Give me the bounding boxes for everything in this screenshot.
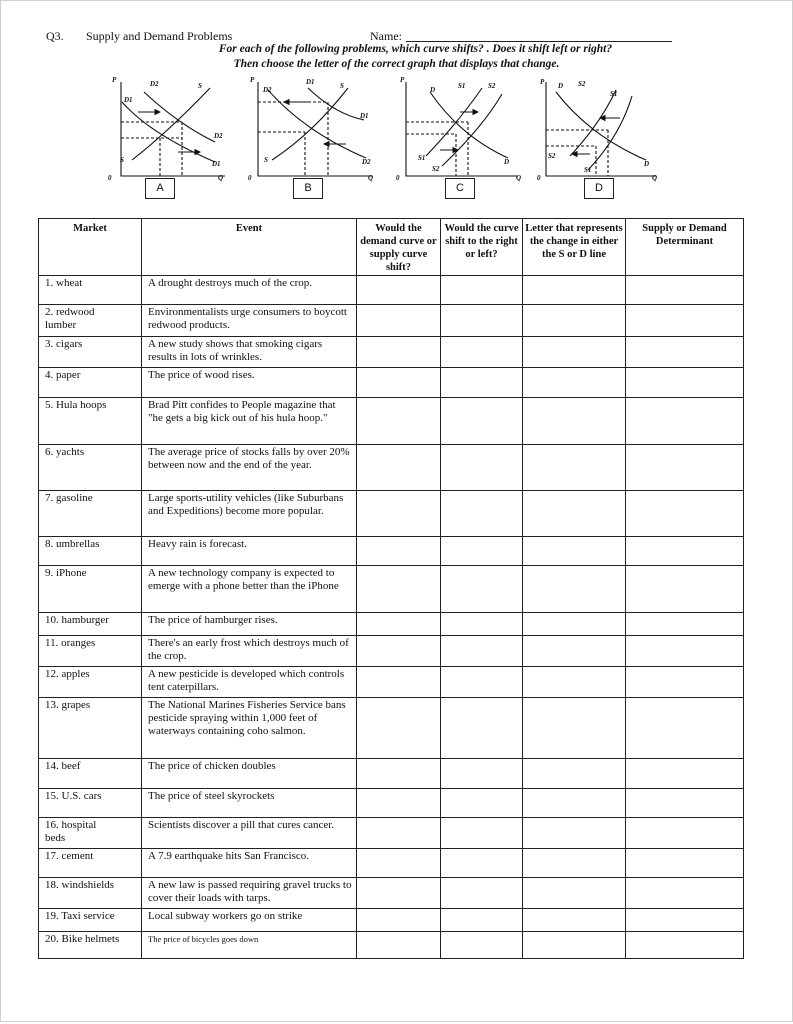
- graph-d-s1-top: S1: [610, 90, 618, 98]
- name-blank-line[interactable]: [406, 41, 672, 42]
- determinant-answer-cell[interactable]: [626, 636, 744, 667]
- letter-answer-cell[interactable]: [523, 337, 626, 368]
- table-row: [39, 276, 744, 305]
- letter-answer-cell[interactable]: [523, 537, 626, 566]
- table-row: [39, 789, 744, 818]
- header-determinant: Supply or Demand Determinant: [626, 219, 744, 276]
- letter-answer-cell[interactable]: [523, 566, 626, 613]
- determinant-answer-cell[interactable]: [626, 445, 744, 491]
- table-row: [39, 759, 744, 789]
- market-cell: 17. cement: [39, 849, 142, 878]
- table-body: [39, 276, 744, 959]
- event-cell: Scientists discover a pill that cures cancer.: [142, 818, 357, 849]
- graph-d-s2-top: S2: [578, 80, 586, 88]
- letter-answer-cell[interactable]: [523, 305, 626, 337]
- event-cell: The National Marines Fisheries Service bans pesticide spraying within 1,000 feet of waterways containing coho salmon.: [142, 698, 357, 759]
- event-cell: The price of chicken doubles: [142, 759, 357, 789]
- table-row: [39, 566, 744, 613]
- curve-answer-cell[interactable]: [357, 759, 441, 789]
- table-row: [39, 849, 744, 878]
- table-row: [39, 305, 744, 337]
- table-row: [39, 491, 744, 537]
- instruction-line-2: Then choose the letter of the correct graph that displays that change.: [233, 58, 560, 70]
- graph-c-d-top: D: [430, 86, 436, 94]
- determinant-answer-cell[interactable]: [626, 337, 744, 368]
- graph-b-s-bottom: S: [264, 156, 268, 164]
- determinant-answer-cell[interactable]: [626, 368, 744, 398]
- table-row: [39, 698, 744, 759]
- direction-answer-cell[interactable]: [441, 932, 523, 959]
- curve-answer-cell[interactable]: [357, 818, 441, 849]
- curve-answer-cell[interactable]: [357, 337, 441, 368]
- letter-answer-cell[interactable]: [523, 445, 626, 491]
- letter-answer-cell[interactable]: [523, 636, 626, 667]
- market-cell: 13. grapes: [39, 698, 142, 759]
- determinant-answer-cell[interactable]: [626, 818, 744, 849]
- market-cell: 5. Hula hoops: [39, 398, 142, 445]
- letter-answer-cell[interactable]: [523, 789, 626, 818]
- curve-answer-cell[interactable]: [357, 445, 441, 491]
- event-cell: The average price of stocks falls by over 20% between now and the end of the year.: [142, 445, 357, 491]
- direction-answer-cell[interactable]: [441, 398, 523, 445]
- graph-b-s: S: [340, 82, 344, 90]
- event-cell: A new study shows that smoking cigars results in lots of wrinkles.: [142, 337, 357, 368]
- graph-b: [258, 82, 372, 176]
- graph-b-p: P: [250, 76, 255, 84]
- event-cell: The price of steel skyrockets: [142, 789, 357, 818]
- event-cell: A new law is passed requiring gravel trucks to cover their loads with tarps.: [142, 878, 357, 909]
- market-cell: 8. umbrellas: [39, 537, 142, 566]
- graph-a-d1-top: D1: [124, 96, 133, 104]
- direction-answer-cell[interactable]: [441, 818, 523, 849]
- determinant-answer-cell[interactable]: [626, 759, 744, 789]
- curve-answer-cell[interactable]: [357, 305, 441, 337]
- determinant-answer-cell[interactable]: [626, 398, 744, 445]
- instruction-line-1: For each of the following problems, which curve shifts? . Does it shift left or right?: [218, 43, 613, 55]
- graph-c-s1: S1: [418, 154, 426, 162]
- graph-c-letter: C: [445, 178, 475, 199]
- graph-c-q: Q: [516, 174, 522, 182]
- determinant-answer-cell[interactable]: [626, 566, 744, 613]
- event-cell: Brad Pitt confides to People magazine that "he gets a big kick out of his hula hoop.": [142, 398, 357, 445]
- curve-answer-cell[interactable]: [357, 613, 441, 636]
- table-row: [39, 613, 744, 636]
- graph-c-origin: 0: [396, 174, 400, 182]
- determinant-answer-cell[interactable]: [626, 789, 744, 818]
- curve-answer-cell[interactable]: [357, 878, 441, 909]
- curve-answer-cell[interactable]: [357, 276, 441, 305]
- graph-b-d2: D2: [362, 158, 371, 166]
- event-cell: A new pesticide is developed which controls tent caterpillars.: [142, 667, 357, 698]
- graph-c-d: D: [504, 158, 510, 166]
- direction-answer-cell[interactable]: [441, 368, 523, 398]
- letter-answer-cell[interactable]: [523, 667, 626, 698]
- question-label: Q3.: [46, 29, 64, 43]
- graph-d-p: P: [540, 78, 545, 86]
- graph-b-letter: B: [293, 178, 323, 199]
- table-row: [39, 636, 744, 667]
- market-cell: 10. hamburger: [39, 613, 142, 636]
- direction-answer-cell[interactable]: [441, 698, 523, 759]
- event-cell: A drought destroys much of the crop.: [142, 276, 357, 305]
- letter-answer-cell[interactable]: [523, 491, 626, 537]
- market-cell: 12. apples: [39, 667, 142, 698]
- graph-a-p: P: [112, 76, 117, 84]
- curve-answer-cell[interactable]: [357, 698, 441, 759]
- curve-answer-cell[interactable]: [357, 368, 441, 398]
- market-cell: 16. hospital beds: [39, 818, 142, 849]
- letter-answer-cell[interactable]: [523, 932, 626, 959]
- letter-answer-cell[interactable]: [523, 909, 626, 932]
- header-market: Market: [39, 219, 142, 276]
- worksheet-title: Supply and Demand Problems: [86, 29, 233, 43]
- event-cell: There's an early frost which destroys much of the crop.: [142, 636, 357, 667]
- letter-answer-cell[interactable]: [523, 613, 626, 636]
- letter-answer-cell[interactable]: [523, 698, 626, 759]
- graph-a-s: S: [198, 82, 202, 90]
- name-label: Name:: [370, 29, 402, 43]
- header-graph-letter: Letter that represents the change in either the S or D line: [523, 219, 626, 276]
- graph-d-letter: D: [584, 178, 614, 199]
- market-cell: 9. iPhone: [39, 566, 142, 613]
- direction-answer-cell[interactable]: [441, 445, 523, 491]
- determinant-answer-cell[interactable]: [626, 667, 744, 698]
- graph-c-s2-top: S2: [488, 82, 496, 90]
- market-cell: 2. redwood lumber: [39, 305, 142, 337]
- event-cell: Large sports-utility vehicles (like Suburbans and Expeditions) become more popular.: [142, 491, 357, 537]
- graph-c-p: P: [400, 76, 405, 84]
- worksheet-table: [38, 218, 744, 959]
- direction-answer-cell[interactable]: [441, 491, 523, 537]
- table-row: [39, 537, 744, 566]
- direction-answer-cell[interactable]: [441, 613, 523, 636]
- curve-answer-cell[interactable]: [357, 789, 441, 818]
- market-cell: 14. beef: [39, 759, 142, 789]
- curve-answer-cell[interactable]: [357, 932, 441, 959]
- table-row: [39, 932, 744, 959]
- determinant-answer-cell[interactable]: [626, 305, 744, 337]
- direction-answer-cell[interactable]: [441, 305, 523, 337]
- table-row: [39, 337, 744, 368]
- graph-c-s2: S2: [432, 165, 440, 173]
- header-event: Event: [142, 219, 357, 276]
- direction-answer-cell[interactable]: [441, 849, 523, 878]
- curve-answer-cell[interactable]: [357, 849, 441, 878]
- graph-b-d2-top: D2: [263, 86, 272, 94]
- direction-answer-cell[interactable]: [441, 337, 523, 368]
- determinant-answer-cell[interactable]: [626, 276, 744, 305]
- direction-answer-cell[interactable]: [441, 566, 523, 613]
- letter-answer-cell[interactable]: [523, 849, 626, 878]
- determinant-answer-cell[interactable]: [626, 698, 744, 759]
- direction-answer-cell[interactable]: [441, 276, 523, 305]
- market-cell: 11. oranges: [39, 636, 142, 667]
- market-cell: 3. cigars: [39, 337, 142, 368]
- graph-d-d: D: [644, 160, 650, 168]
- table-row: [39, 445, 744, 491]
- table-row: [39, 818, 744, 849]
- graph-a-q: Q: [218, 174, 224, 182]
- direction-answer-cell[interactable]: [441, 667, 523, 698]
- graph-d-origin: 0: [537, 174, 541, 182]
- letter-answer-cell[interactable]: [523, 818, 626, 849]
- direction-answer-cell[interactable]: [441, 759, 523, 789]
- event-cell: The price of wood rises.: [142, 368, 357, 398]
- event-cell: Heavy rain is forecast.: [142, 537, 357, 566]
- graph-a-s-bottom: S: [120, 156, 124, 164]
- market-cell: 1. wheat: [39, 276, 142, 305]
- table-row: [39, 398, 744, 445]
- market-cell: 19. Taxi service: [39, 909, 142, 932]
- determinant-answer-cell[interactable]: [626, 491, 744, 537]
- graph-c-s1-top: S1: [458, 82, 466, 90]
- graph-a-origin: 0: [108, 174, 112, 182]
- market-cell: 18. windshields: [39, 878, 142, 909]
- curve-answer-cell[interactable]: [357, 909, 441, 932]
- direction-answer-cell[interactable]: [441, 636, 523, 667]
- graph-d: [546, 82, 656, 176]
- curve-answer-cell[interactable]: [357, 636, 441, 667]
- direction-answer-cell[interactable]: [441, 878, 523, 909]
- header-curve-shift: Would the demand curve or supply curve shift?: [357, 219, 441, 276]
- curve-answer-cell[interactable]: [357, 566, 441, 613]
- determinant-answer-cell[interactable]: [626, 537, 744, 566]
- determinant-answer-cell[interactable]: [626, 909, 744, 932]
- event-cell: The price of bicycles goes down: [142, 932, 357, 959]
- curve-answer-cell[interactable]: [357, 537, 441, 566]
- determinant-answer-cell[interactable]: [626, 849, 744, 878]
- graph-b-origin: 0: [248, 174, 252, 182]
- graph-d-q: Q: [652, 174, 658, 182]
- curve-answer-cell[interactable]: [357, 398, 441, 445]
- event-cell: A 7.9 earthquake hits San Francisco.: [142, 849, 357, 878]
- event-cell: A new technology company is expected to emerge with a phone better than the iPhone: [142, 566, 357, 613]
- curve-answer-cell[interactable]: [357, 491, 441, 537]
- graph-a-d2-top: D2: [150, 80, 159, 88]
- letter-answer-cell[interactable]: [523, 276, 626, 305]
- letter-answer-cell[interactable]: [523, 878, 626, 909]
- direction-answer-cell[interactable]: [441, 537, 523, 566]
- graph-a-d1: D1: [212, 160, 221, 168]
- letter-answer-cell[interactable]: [523, 368, 626, 398]
- market-cell: 15. U.S. cars: [39, 789, 142, 818]
- direction-answer-cell[interactable]: [441, 909, 523, 932]
- market-cell: 6. yachts: [39, 445, 142, 491]
- event-cell: Environmentalists urge consumers to boycott redwood products.: [142, 305, 357, 337]
- determinant-answer-cell[interactable]: [626, 613, 744, 636]
- graph-d-d-top: D: [558, 82, 564, 90]
- market-cell: 7. gasoline: [39, 491, 142, 537]
- letter-answer-cell[interactable]: [523, 398, 626, 445]
- event-cell: Local subway workers go on strike: [142, 909, 357, 932]
- table-row: [39, 878, 744, 909]
- graph-b-d1: D1: [360, 112, 369, 120]
- event-cell: The price of hamburger rises.: [142, 613, 357, 636]
- graph-a: [121, 82, 225, 176]
- determinant-answer-cell[interactable]: [626, 878, 744, 909]
- table-row: [39, 909, 744, 932]
- letter-answer-cell[interactable]: [523, 759, 626, 789]
- table-row: [39, 667, 744, 698]
- table-row: [39, 368, 744, 398]
- graph-b-q: Q: [368, 174, 374, 182]
- graph-a-letter: A: [145, 178, 175, 199]
- direction-answer-cell[interactable]: [441, 789, 523, 818]
- graph-a-d2: D2: [214, 132, 223, 140]
- header-direction: Would the curve shift to the right or left?: [441, 219, 523, 276]
- graph-d-s1: S1: [584, 166, 592, 174]
- graph-d-s2: S2: [548, 152, 556, 160]
- market-cell: 4. paper: [39, 368, 142, 398]
- market-cell: 20. Bike helmets: [39, 932, 142, 959]
- determinant-answer-cell[interactable]: [626, 932, 744, 959]
- graph-b-d1-top: D1: [306, 78, 315, 86]
- curve-answer-cell[interactable]: [357, 667, 441, 698]
